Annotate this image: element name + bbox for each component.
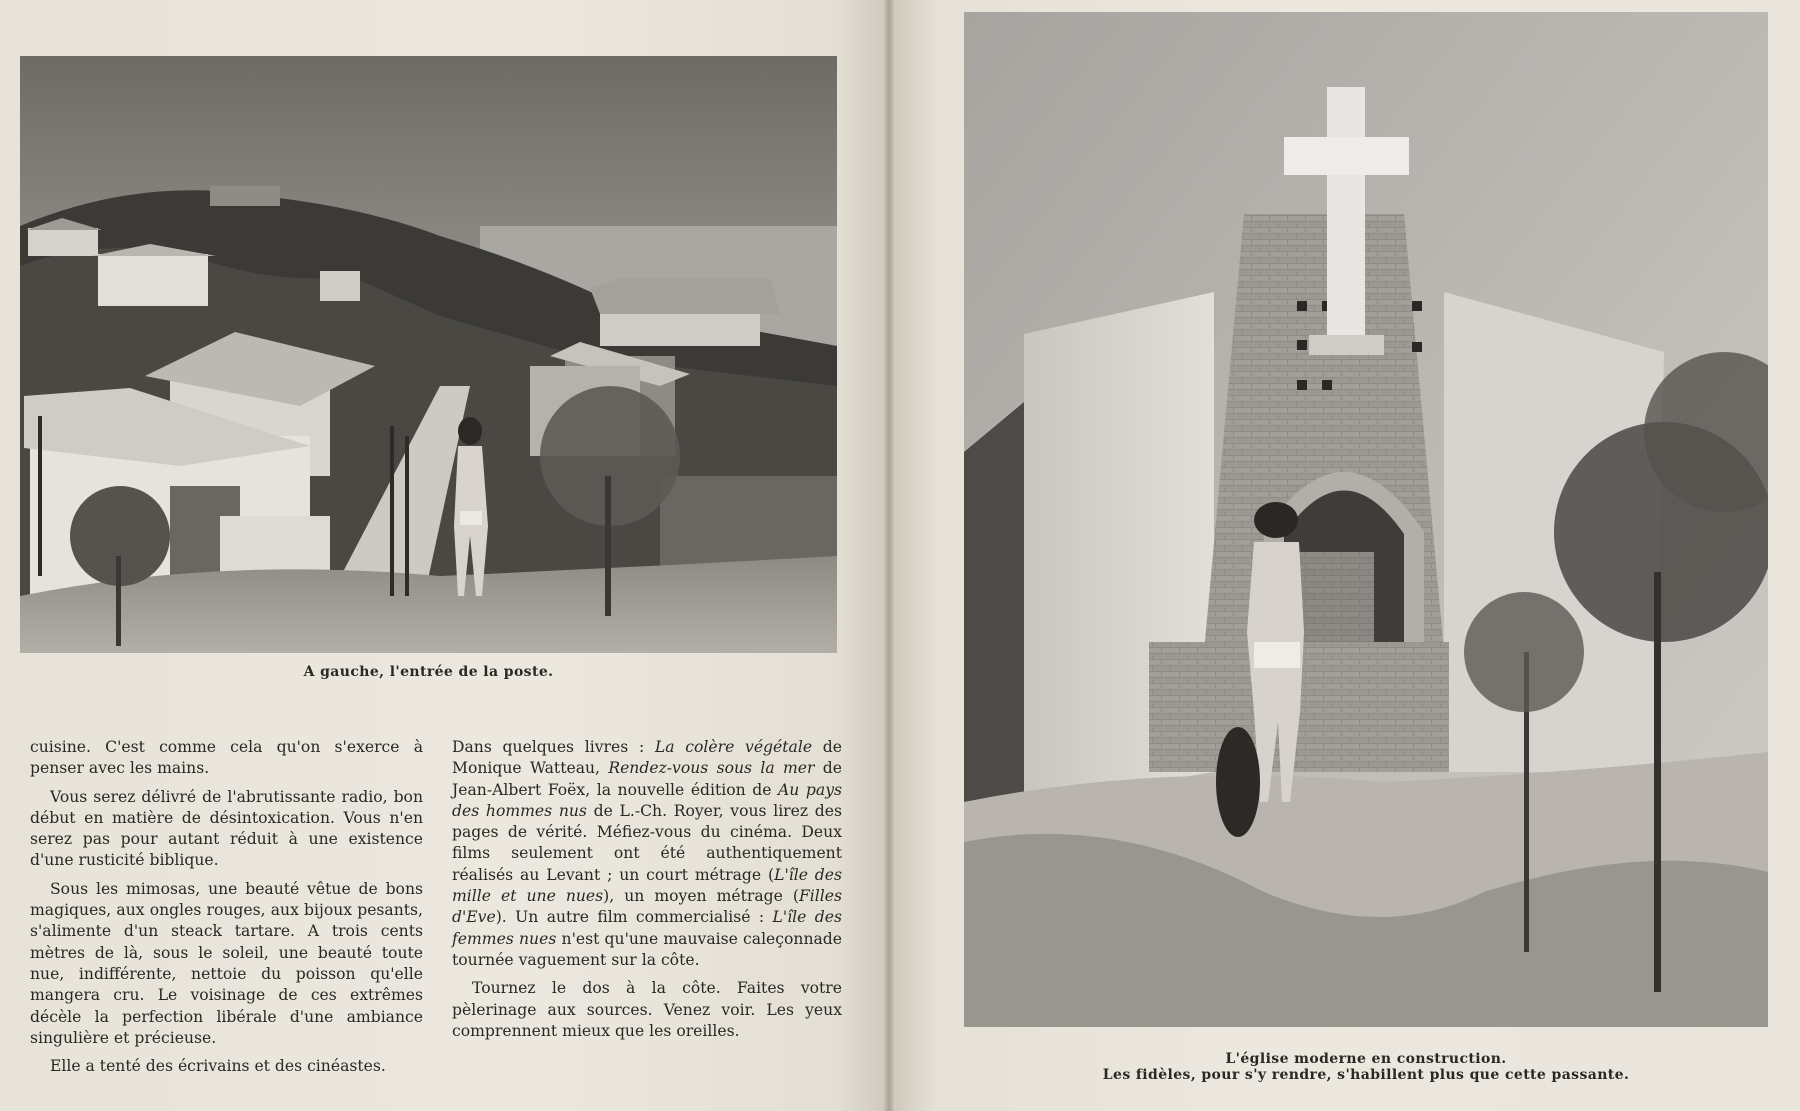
village-photo-caption: A gauche, l'entrée de la poste. <box>303 664 554 680</box>
film-title: L'île des femmes nues <box>452 908 842 948</box>
film-title: Filles d'Eve <box>452 887 842 927</box>
church-photo <box>964 12 1768 1027</box>
film-title: L'île des mille et une nues <box>452 865 843 906</box>
text-column-1 <box>30 737 423 1084</box>
paragraph: Elle a tenté des écrivains et des cinéastes. <box>50 1057 386 1076</box>
paragraph: Tournez le dos à la côte. Faites votre pèlerinage aux sources. Venez voir. Les yeux comprennent mieux que les oreilles. <box>452 979 842 1040</box>
text-column-2 <box>452 737 842 1049</box>
paragraph: Vous serez délivré de l'abrutissante radio, bon début en matière de désintoxication. Vous n'en serez pas pour autant réduit à une existence d'une rusticité biblique. <box>30 787 423 870</box>
paragraph: Sous les mimosas, une beauté vêtue de bons magiques, aux ongles rouges, aux bijoux pesants, s'alimente d'un steack tartare. A trois cents mètres de là, sous le soleil, une beauté toute nue, indifférente, nettoie du poisson qu'elle mangera cru. Le voisinage de ces extrêmes décèle la perfection libérale d'une ambiance singulière et précieuse. <box>30 879 423 1047</box>
book-title: La colère végétale <box>654 738 813 756</box>
paragraph: Dans quelques livres : La colère végétale de Monique Watteau, Rendez-vous sous la mer de Jean-Albert Foëx, la nouvelle édition de Au pays des hommes nus de L.-Ch. Royer, vous lirez des pages de vérité. Méfiez-vous du cinéma. Deux films seulement ont été authentiquement réalisés au Levant ; un court métrage (L'île des mille et une nues), un moyen métrage (Filles d'Eve). Un autre film commercialisé : L'île des femmes nues n'est qu'une mauvaise caleçonnade tournée vaguement sur la côte. <box>452 738 843 969</box>
book-title: Au pays des hommes nus <box>452 780 842 820</box>
church-photo-caption-line-1: L'église moderne en construction. <box>1225 1051 1507 1067</box>
village-photo <box>20 56 837 653</box>
church-photo-caption-line-2: Les fidèles, pour s'y rendre, s'habillent plus que cette passante. <box>1102 1067 1630 1083</box>
paragraph: cuisine. C'est comme cela qu'on s'exerce à penser avec les mains. <box>30 738 423 778</box>
book-gutter <box>882 0 896 1111</box>
book-title: Rendez-vous sous la mer <box>608 759 815 778</box>
